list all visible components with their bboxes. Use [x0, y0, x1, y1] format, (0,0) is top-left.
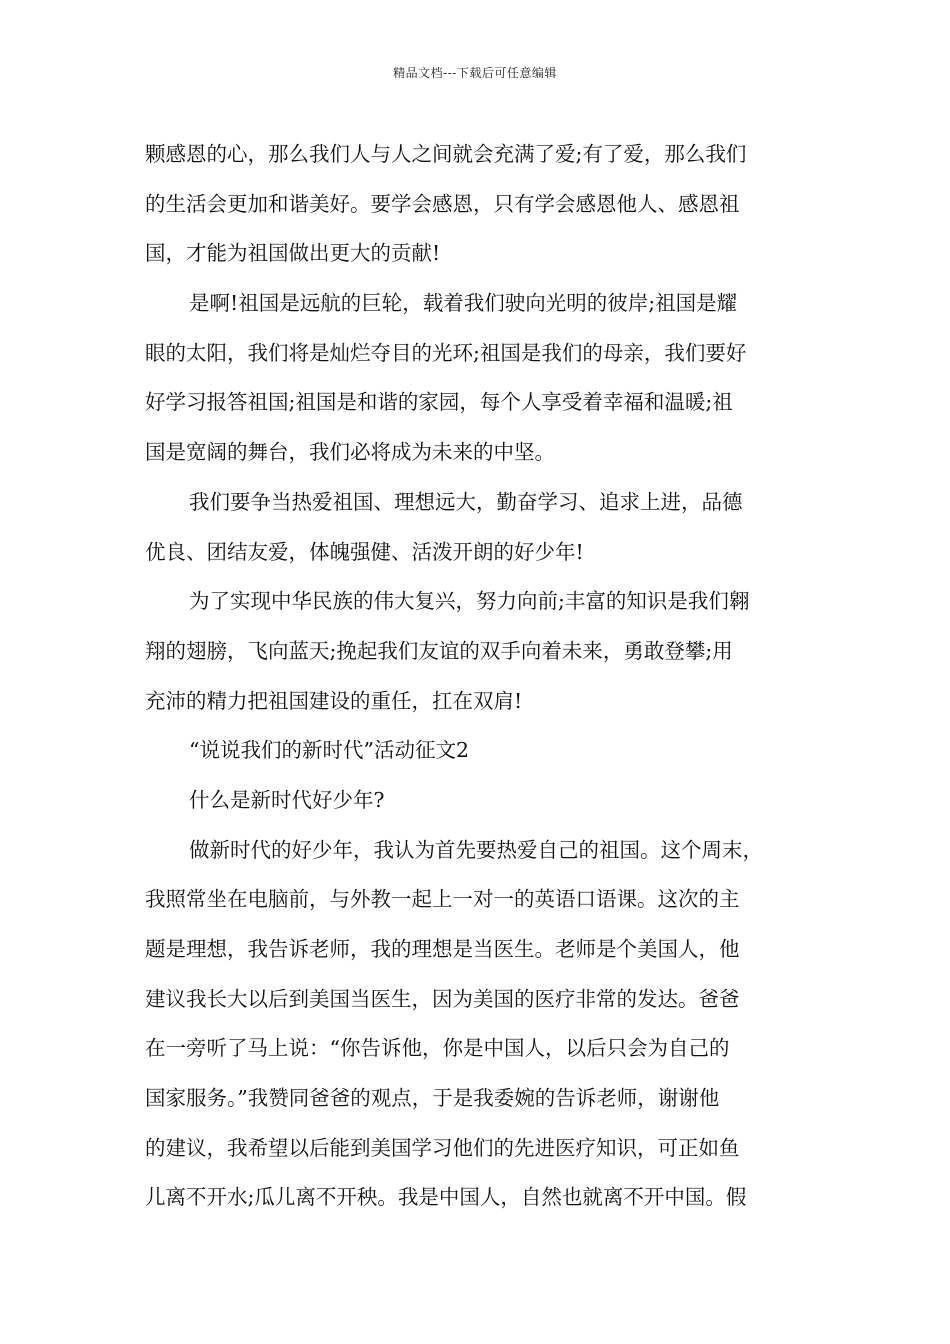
- text-line: 什么是新时代好少年?: [189, 787, 385, 812]
- text-line: 儿离不开水;瓜儿离不开秧。我是中国人，自然也就离不开中国。假: [145, 1185, 747, 1210]
- text-line: 在一旁听了马上说：“你告诉他，你是中国人，以后只会为自己的: [145, 1036, 730, 1061]
- text-line: 国，才能为祖国做出更大的贡献!: [145, 241, 441, 266]
- text-line: “说说我们的新时代”活动征文2: [189, 738, 470, 763]
- text-line: 国是宽阔的舞台，我们必将成为未来的中坚。: [145, 440, 555, 465]
- text-line: 翔的翅膀，飞向蓝天;挽起我们友谊的双手向着未来，勇敢登攀;用: [145, 638, 733, 663]
- text-line: 颗感恩的心，那么我们人与人之间就会充满了爱;有了爱，那么我们: [145, 142, 747, 166]
- text-line: 充沛的精力把祖国建设的重任，扛在双肩!: [145, 688, 523, 713]
- text-line: 我照常坐在电脑前，与外教一起上一对一的英语口语课。这次的主: [145, 887, 740, 912]
- text-line: 做新时代的好少年，我认为首先要热爱自己的祖国。这个周末，: [189, 837, 763, 862]
- text-line: 国家服务。”我赞同爸爸的观点，于是我委婉的告诉老师，谢谢他: [145, 1086, 720, 1111]
- document-body: [145, 130, 810, 1223]
- text-line: 我们要争当热爱祖国、理想远大，勤奋学习、追求上进，品德: [189, 489, 743, 514]
- text-line: 的建议，我希望以后能到美国学习他们的先进医疗知识，可正如鱼: [145, 1135, 740, 1160]
- text-line: 好学习报答祖国;祖国是和谐的家园，每个人享受着幸福和温暖;祖: [145, 390, 733, 415]
- text-line: 是啊!祖国是远航的巨轮，载着我们驶向光明的彼岸;祖国是耀: [189, 291, 738, 316]
- text-line: 眼的太阳，我们将是灿烂夺目的光环;祖国是我们的母亲，我们要好: [145, 340, 747, 365]
- text-line: 的生活会更加和谐美好。要学会感恩，只有学会感恩他人、感恩祖: [145, 191, 740, 216]
- text-line: 建议我长大以后到美国当医生，因为美国的医疗非常的发达。爸爸: [145, 986, 740, 1011]
- page-header: 精品文档---下载后可任意编辑: [393, 66, 557, 80]
- text-line: 题是理想，我告诉老师，我的理想是当医生。老师是个美国人，他: [145, 937, 740, 961]
- text-line: 优良、团结友爱，体魄强健、活泼开朗的好少年!: [145, 539, 584, 564]
- text-line: 为了实现中华民族的伟大复兴，努力向前;丰富的知识是我们翱: [189, 589, 750, 614]
